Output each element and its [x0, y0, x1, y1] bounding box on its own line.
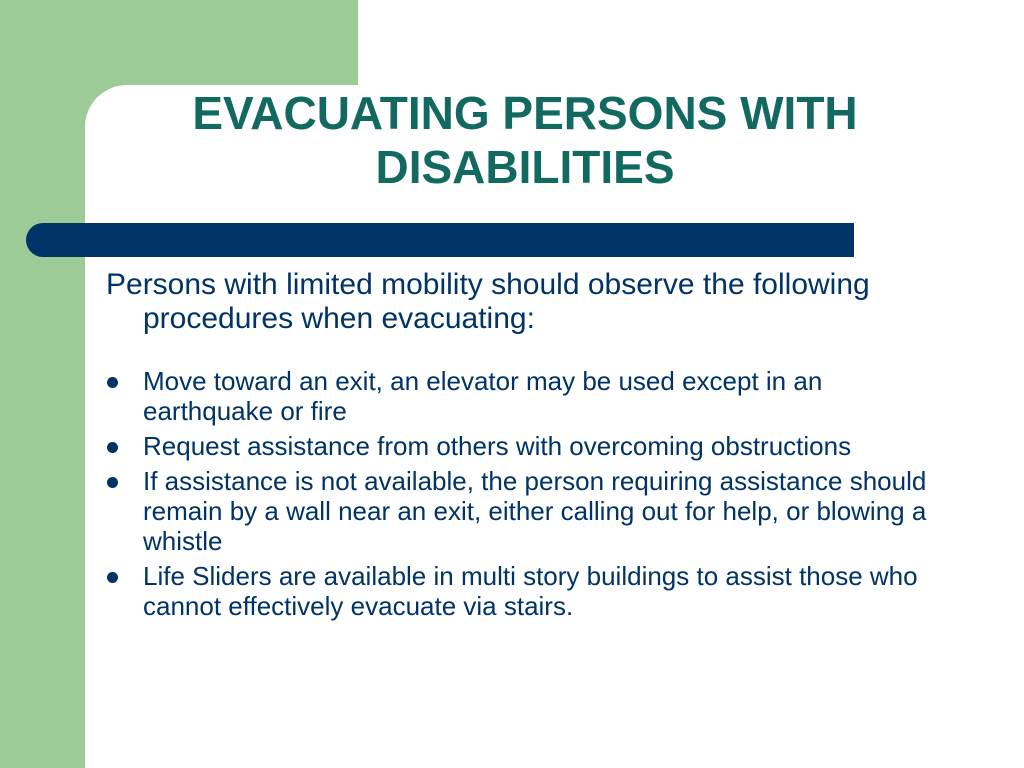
bullet-text: Move toward an exit, an elevator may be used except in an earthquake or fire [143, 366, 823, 426]
bullet-dot-icon [107, 377, 118, 388]
title-underline-bar [26, 223, 854, 257]
white-top-area [358, 0, 1024, 85]
slide-title: EVACUATING PERSONS WITH DISABILITIES [192, 87, 858, 193]
list-item [106, 466, 936, 556]
bullet-text: Request assistance from others with overcoming obstructions [143, 431, 852, 461]
bullet-dot-icon [107, 572, 118, 583]
bullet-text: If assistance is not available, the person requiring assistance should remain by a wall near an exit, either calling out for help, or blowing a whistle [143, 466, 927, 556]
bullet-text: Life Sliders are available in multi story buildings to assist those who cannot effectively evacuate via stairs. [143, 561, 918, 621]
list-item [106, 366, 936, 426]
bullet-dot-icon [107, 477, 118, 488]
list-item [106, 561, 936, 621]
bullet-dot-icon [107, 442, 118, 453]
list-item [106, 431, 936, 461]
bullet-list [106, 366, 936, 626]
intro-paragraph: Persons with limited mobility should observe the following procedures when evacuating: [106, 268, 870, 335]
